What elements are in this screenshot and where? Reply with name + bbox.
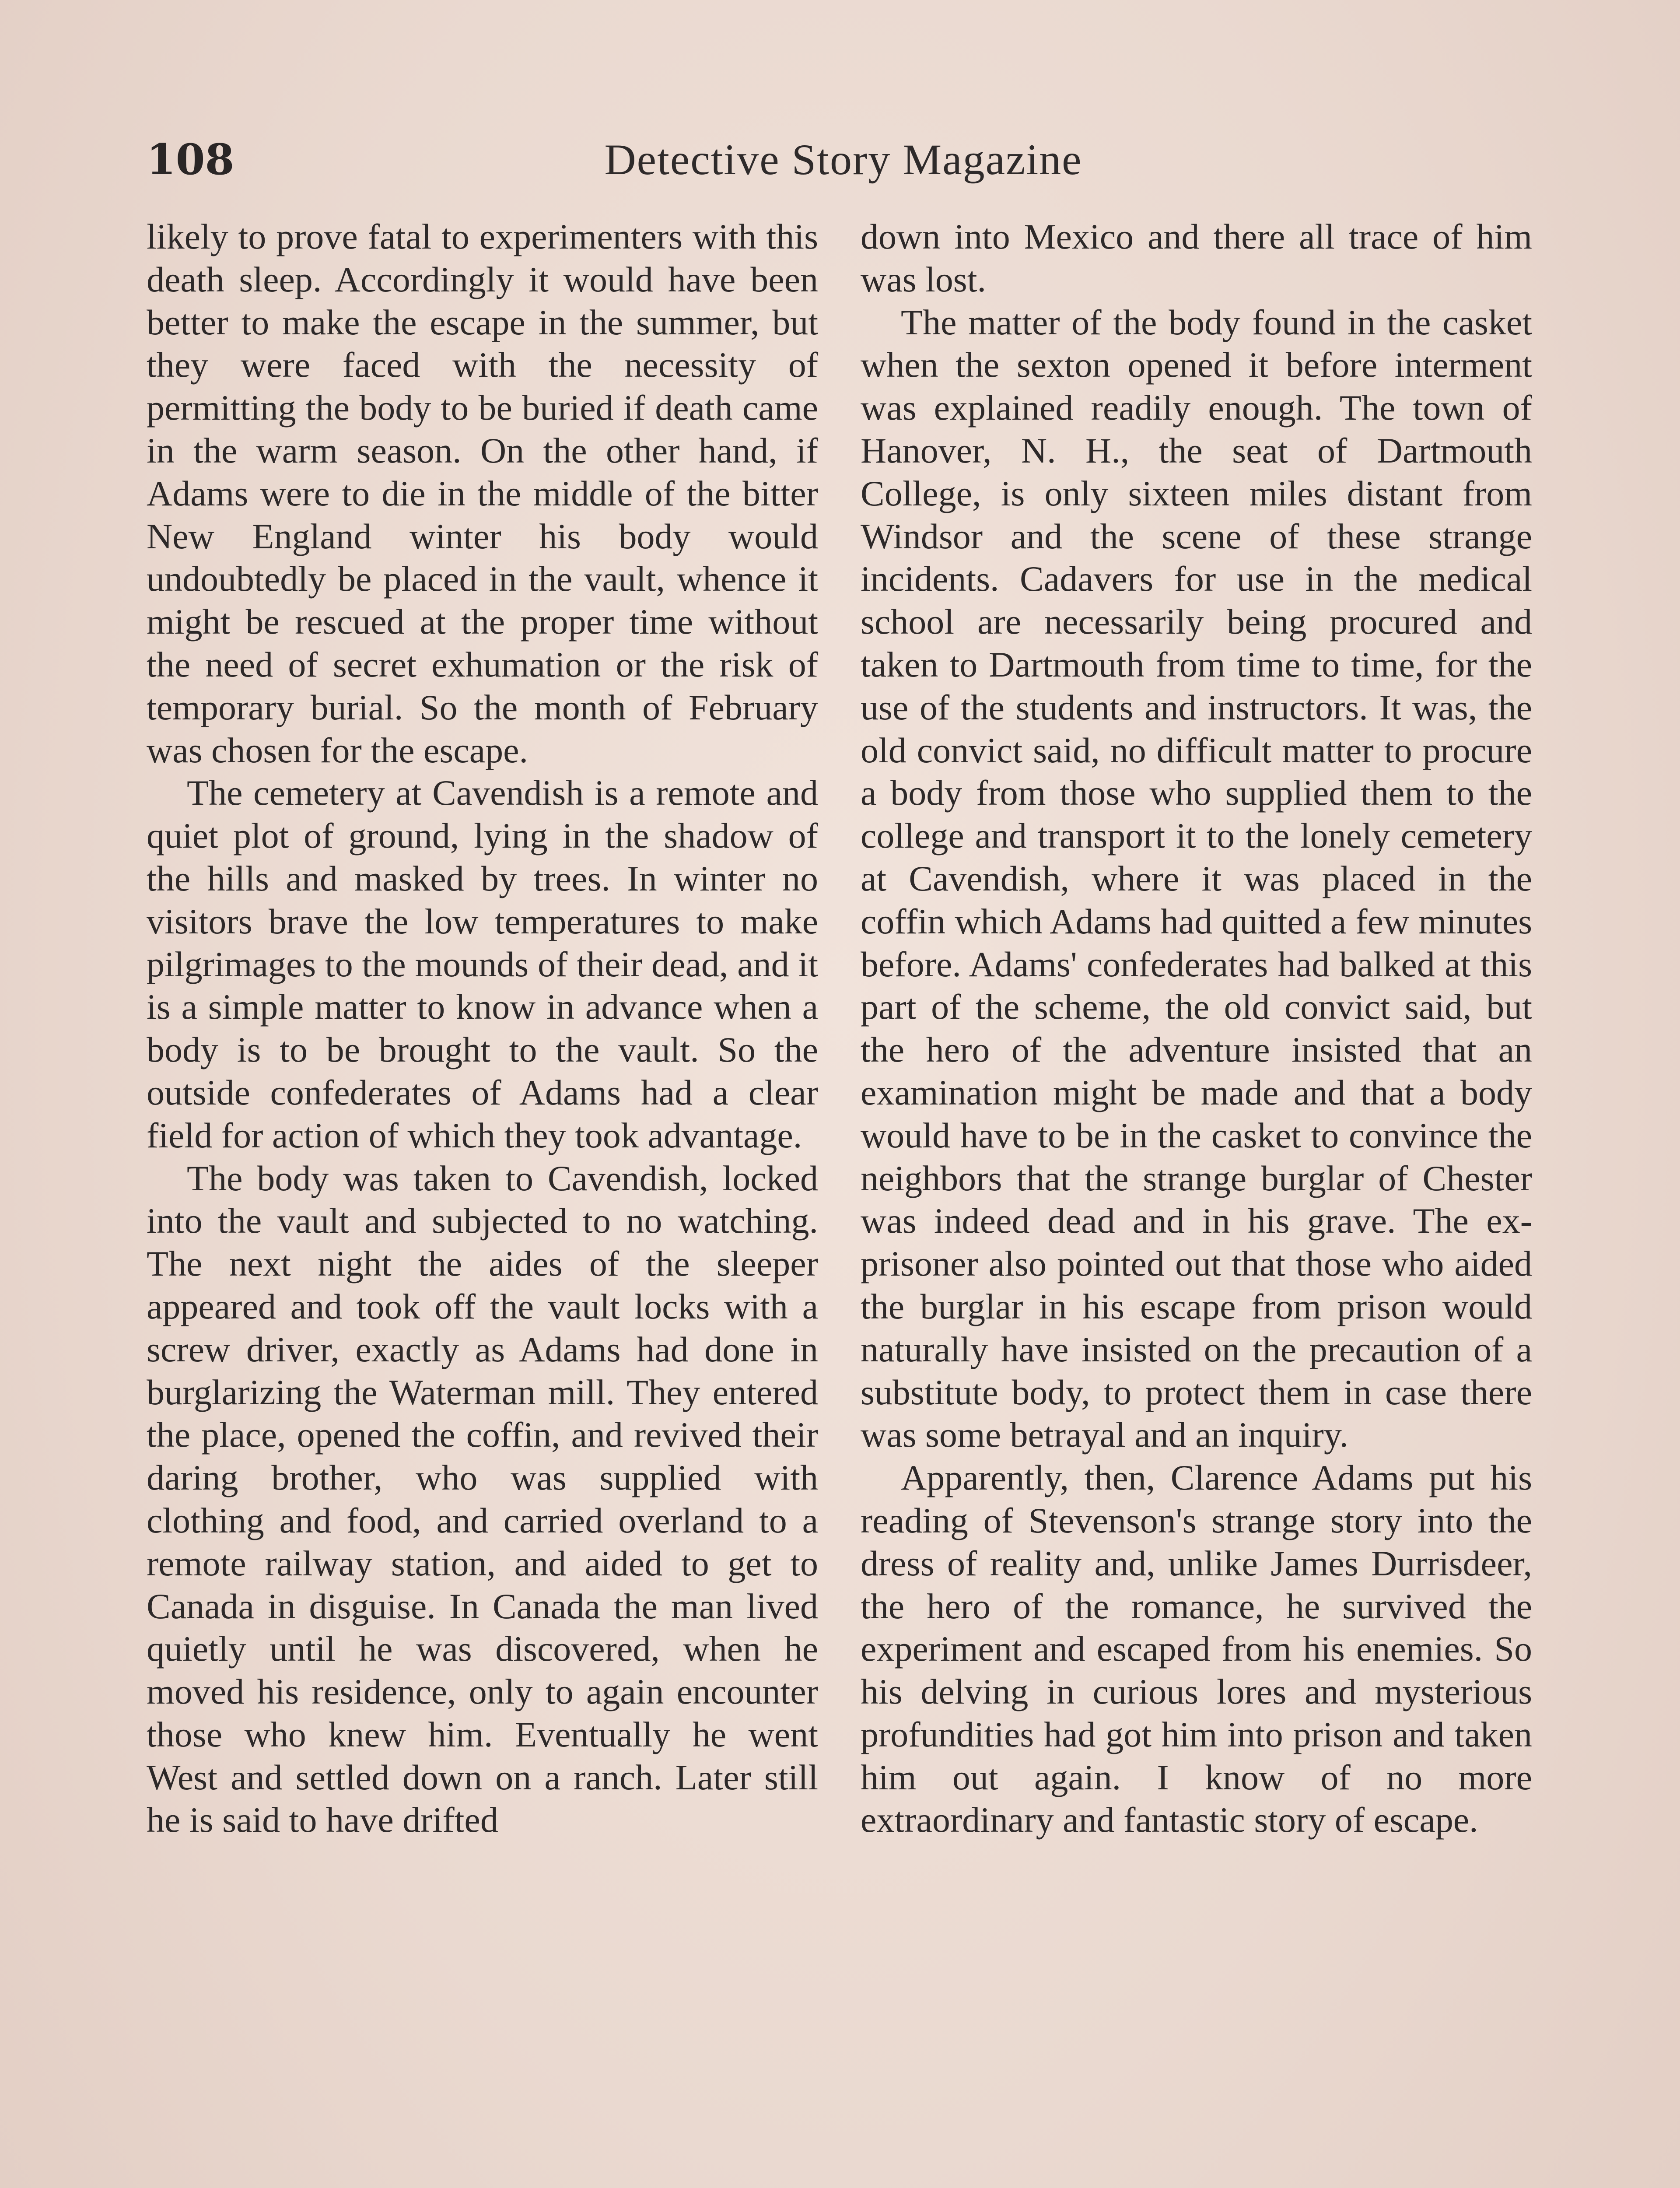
paragraph: down into Mexico and there all trace of him was lost. <box>861 217 1532 299</box>
page-header <box>147 131 1540 193</box>
paragraph: The body was taken to Cavendish, locked into the vault and subjected to no watching. The next night the aides of the sleeper appeared and took off the vault locks with a screw driver, exactly as Adams had done in burglarizing the Waterman mill. They entered the place, opened the coffin, and revived their daring brother, who was supplied with clothing and food, and carried overland to a remote railway station, and aided to get to Canada in disguise. In Canada the man lived quietly until he was discovered, when he moved his residence, only to again encounter those who knew him. Eventually he went West and settled down on a ranch. Later still he is said to have drifted <box>147 1158 818 1840</box>
paragraph: The cemetery at Cavendish is a remote and quiet plot of ground, lying in the shadow of the hills and masked by trees. In winter no visitors brave the low temperatures to make pilgrimages to the mounds of their dead, and it is a simple matter to know in advance when a body is to be brought to the vault. So the outside confederates of Adams had a clear field for action of which they took advantage. <box>147 773 818 1155</box>
page-number: 108 <box>147 135 234 184</box>
paragraph: Apparently, then, Clarence Adams put his reading of Stevenson's strange story into the dress of reality and, unlike James Durrisdeer, the hero of the romance, he survived the experiment and escaped from his enemies. So his delving in curious lores and mysterious profundities had got him into prison and taken him out again. I know of no more extraordinary and fantastic story of escape. <box>861 1458 1532 1840</box>
running-title: Detective Story Magazine <box>604 135 1082 184</box>
paragraph: The matter of the body found in the casket when the sexton opened it before interment was explained readily enough. The town of Hanover, N. H., the seat of Dartmouth College, is only sixteen miles distant from Windsor and the scene of these strange incidents. Cadavers for use in the medical school are necessarily being procured and taken to Dartmouth from time to time, for the use of the students and instructors. It was, the old convict said, no difficult matter to procure a body from those who supplied them to the college and transport it to the lonely cemetery at Cavendish, where it was placed in the coffin which Adams had quitted a few minutes before. Adams' confederates had balked at this part of the scheme, the old convict said, but the hero of the adventure insisted that an examination might be made and that a body would have to be in the casket to convince the neighbors that the strange burglar of Chester was indeed dead and in his grave. The ex-prisoner also pointed out that those who aided the burglar in his escape from prison would naturally have insisted on the precaution of a substitute body, to protect them in case there was some betrayal and an inquiry. <box>861 302 1532 1455</box>
right-column <box>861 215 1532 1841</box>
left-column <box>147 215 818 1841</box>
paragraph: likely to prove fatal to experimenters with this death sleep. Accordingly it would have been better to make the escape in the summer, but they were faced with the necessity of permitting the body to be buried if death came in the warm season. On the other hand, if Adams were to die in the middle of the bitter New England winter his body would undoubtedly be placed in the vault, whence it might be rescued at the proper time without the need of secret exhumation or the risk of temporary burial. So the month of February was chosen for the escape. <box>147 217 818 770</box>
